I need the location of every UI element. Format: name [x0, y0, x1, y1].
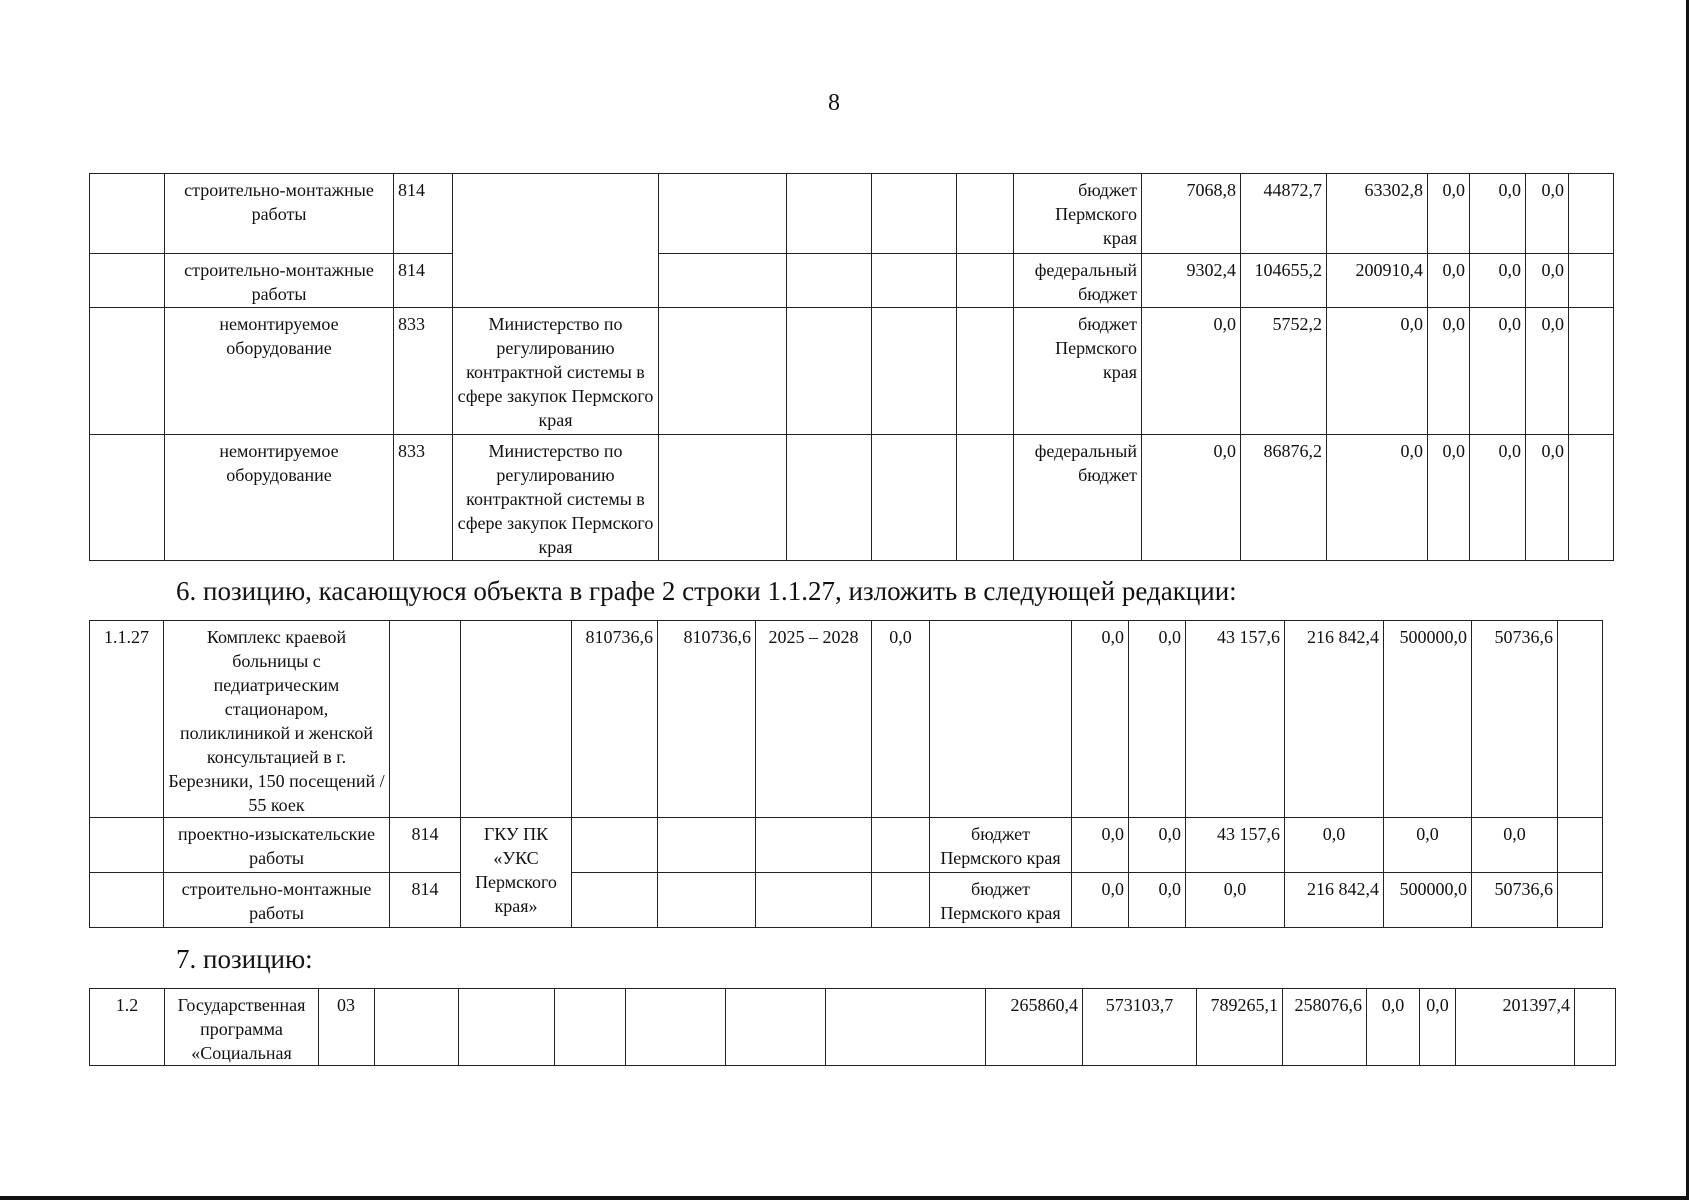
table-row: [90, 873, 1603, 928]
cell-value: 0,0: [1072, 818, 1129, 873]
cell-source: бюджет Пермского края: [930, 873, 1072, 928]
cell-no: [90, 818, 164, 873]
cell: [659, 435, 787, 561]
cell-code: [390, 621, 461, 818]
cell-value: 0,0: [1186, 873, 1285, 928]
cell-value: 0,0: [1327, 308, 1428, 435]
cell: [872, 254, 957, 308]
cell-value: 0,0: [1428, 174, 1470, 254]
cell-value: 44872,7: [1241, 174, 1327, 254]
cell-value: 216 842,4: [1285, 621, 1384, 818]
cell-value: 0,0: [1526, 174, 1569, 254]
cell: [957, 435, 1014, 561]
cell-value: 0,0: [1327, 435, 1428, 561]
cell-value: 789265,1: [1197, 989, 1283, 1066]
cell-source: федеральный бюджет: [1014, 435, 1142, 561]
cell-value: 0,0: [1470, 435, 1526, 561]
table-row: [90, 254, 1614, 308]
cell-value: 0,0: [1142, 308, 1241, 435]
cell-value: 0,0: [1072, 873, 1129, 928]
cell-period: 2025 – 2028: [756, 621, 872, 818]
cell: [626, 989, 726, 1066]
cell: [1558, 818, 1603, 873]
cell-name: немонтируемое оборудование: [165, 435, 394, 561]
cell-code: 814: [390, 818, 461, 873]
cell: [826, 989, 986, 1066]
cell: [1558, 621, 1603, 818]
cell: [1569, 308, 1614, 435]
cell-value: 86876,2: [1241, 435, 1327, 561]
cell: [375, 989, 459, 1066]
cell-org: [453, 174, 659, 308]
cell-value: 0,0: [1428, 308, 1470, 435]
table-continuation: [89, 173, 1614, 561]
table-row: [90, 621, 1603, 818]
cell-code: 814: [394, 254, 453, 308]
cell-code: 833: [394, 308, 453, 435]
cell-value: 50736,6: [1472, 621, 1558, 818]
table-row: [90, 174, 1614, 254]
table-row: [90, 818, 1603, 873]
cell-value: 7068,8: [1142, 174, 1241, 254]
cell: [459, 989, 555, 1066]
cell: [1569, 254, 1614, 308]
cell-value: 0,0: [1420, 989, 1456, 1066]
cell-name: Государственная программа «Социальная: [165, 989, 319, 1066]
cell-code: 814: [394, 174, 453, 254]
cell-no: [90, 435, 165, 561]
cell: [726, 989, 826, 1066]
cell-org: ГКУ ПК «УКС Пермского края»: [461, 818, 572, 928]
table-row: [90, 308, 1614, 435]
cell-no: [90, 174, 165, 254]
cell: [1569, 435, 1614, 561]
section-heading-6: 6. позицию, касающуюся объекта в графе 2 строки 1.1.27, изложить в следующей редакции:: [176, 576, 1237, 606]
cell-name: немонтируемое оборудование: [165, 308, 394, 435]
cell: [1569, 174, 1614, 254]
cell: [659, 174, 787, 254]
cell-value: 258076,6: [1283, 989, 1367, 1066]
cell-name: строительно-монтажные работы: [165, 254, 394, 308]
cell-value: 265860,4: [986, 989, 1083, 1066]
cell: [787, 174, 872, 254]
cell-value: 50736,6: [1472, 873, 1558, 928]
cell: [787, 435, 872, 561]
cell-value: 0,0: [1526, 254, 1569, 308]
cell-value: 0,0: [1470, 308, 1526, 435]
cell-code: 833: [394, 435, 453, 561]
cell: [756, 818, 872, 873]
cell: [756, 873, 872, 928]
cell-value: 573103,7: [1083, 989, 1197, 1066]
cell-name: строительно-монтажные работы: [164, 873, 390, 928]
cell: [957, 308, 1014, 435]
cell-source: [930, 621, 1072, 818]
cell-org: [461, 621, 572, 818]
page-number: 8: [828, 90, 840, 116]
cell: [555, 989, 626, 1066]
cell: [872, 435, 957, 561]
cell-org: Министерство по регулированию контрактной системы в сфере закупок Пермского края: [453, 308, 659, 435]
cell-value: 0,0: [1285, 818, 1384, 873]
cell-name: строительно-монтажные работы: [165, 174, 394, 254]
cell-value: 63302,8: [1327, 174, 1428, 254]
cell-value: 200910,4: [1327, 254, 1428, 308]
cell-value: 43 157,6: [1186, 818, 1285, 873]
cell: [872, 308, 957, 435]
cell: [957, 174, 1014, 254]
cell: [658, 873, 756, 928]
cell: [659, 254, 787, 308]
cell-source: бюджет Пермского края: [930, 818, 1072, 873]
cell: [658, 818, 756, 873]
cell: [872, 818, 930, 873]
cell-value: 0,0: [1129, 621, 1186, 818]
section-heading-7: 7. позицию:: [176, 944, 313, 974]
cell-no: [90, 254, 165, 308]
cell-value: 5752,2: [1241, 308, 1327, 435]
cell-value: 0,0: [1428, 435, 1470, 561]
cell-source: федеральный бюджет: [1014, 254, 1142, 308]
cell-value: 43 157,6: [1186, 621, 1285, 818]
cell-value: 0,0: [1428, 254, 1470, 308]
cell-value: 0,0: [1367, 989, 1420, 1066]
table-row: [90, 989, 1616, 1066]
cell-value: 0,0: [872, 621, 930, 818]
cell-value: 0,0: [1470, 254, 1526, 308]
cell-name: проектно-изыскательские работы: [164, 818, 390, 873]
cell-name: Комплекс краевой больницы с педиатрическим стационаром, поликлиникой и женской консультацией в г. Березники, 150 посещений / 55 коек: [164, 621, 390, 818]
cell: [787, 308, 872, 435]
cell-value: 0,0: [1072, 621, 1129, 818]
cell: [572, 818, 658, 873]
cell-org: Министерство по регулированию контрактной системы в сфере закупок Пермского края: [453, 435, 659, 561]
cell-value: 0,0: [1384, 818, 1472, 873]
cell: [787, 254, 872, 308]
cell-value: 104655,2: [1241, 254, 1327, 308]
cell: [872, 174, 957, 254]
cell-source: бюджет Пермского края: [1014, 308, 1142, 435]
cell-value: 0,0: [1129, 818, 1186, 873]
cell: [1575, 989, 1616, 1066]
cell: [957, 254, 1014, 308]
cell-no: 1.2: [90, 989, 165, 1066]
cell-value: 9302,4: [1142, 254, 1241, 308]
cell-no: [90, 873, 164, 928]
cell-code: 814: [390, 873, 461, 928]
cell-value: 0,0: [1129, 873, 1186, 928]
cell-value: 0,0: [1526, 308, 1569, 435]
cell: [659, 308, 787, 435]
cell-value: 0,0: [1142, 435, 1241, 561]
cell-value: 500000,0: [1384, 621, 1472, 818]
cell-cost: 810736,6: [658, 621, 756, 818]
cell-value: 0,0: [1470, 174, 1526, 254]
cell: [1558, 873, 1603, 928]
cell: [572, 873, 658, 928]
cell-source: бюджет Пермского края: [1014, 174, 1142, 254]
cell-no: 1.1.27: [90, 621, 164, 818]
table-object-1-1-27: [89, 620, 1603, 928]
cell-no: [90, 308, 165, 435]
cell-value: 0,0: [1526, 435, 1569, 561]
cell: [872, 873, 930, 928]
cell-value: 0,0: [1472, 818, 1558, 873]
table-row: [90, 435, 1614, 561]
cell-value: 201397,4: [1456, 989, 1575, 1066]
cell-code: 03: [319, 989, 375, 1066]
page-edge-bottom: [0, 1196, 1689, 1200]
cell-cost: 810736,6: [572, 621, 658, 818]
cell-value: 216 842,4: [1285, 873, 1384, 928]
cell-value: 500000,0: [1384, 873, 1472, 928]
table-program-1-2: [89, 988, 1616, 1066]
